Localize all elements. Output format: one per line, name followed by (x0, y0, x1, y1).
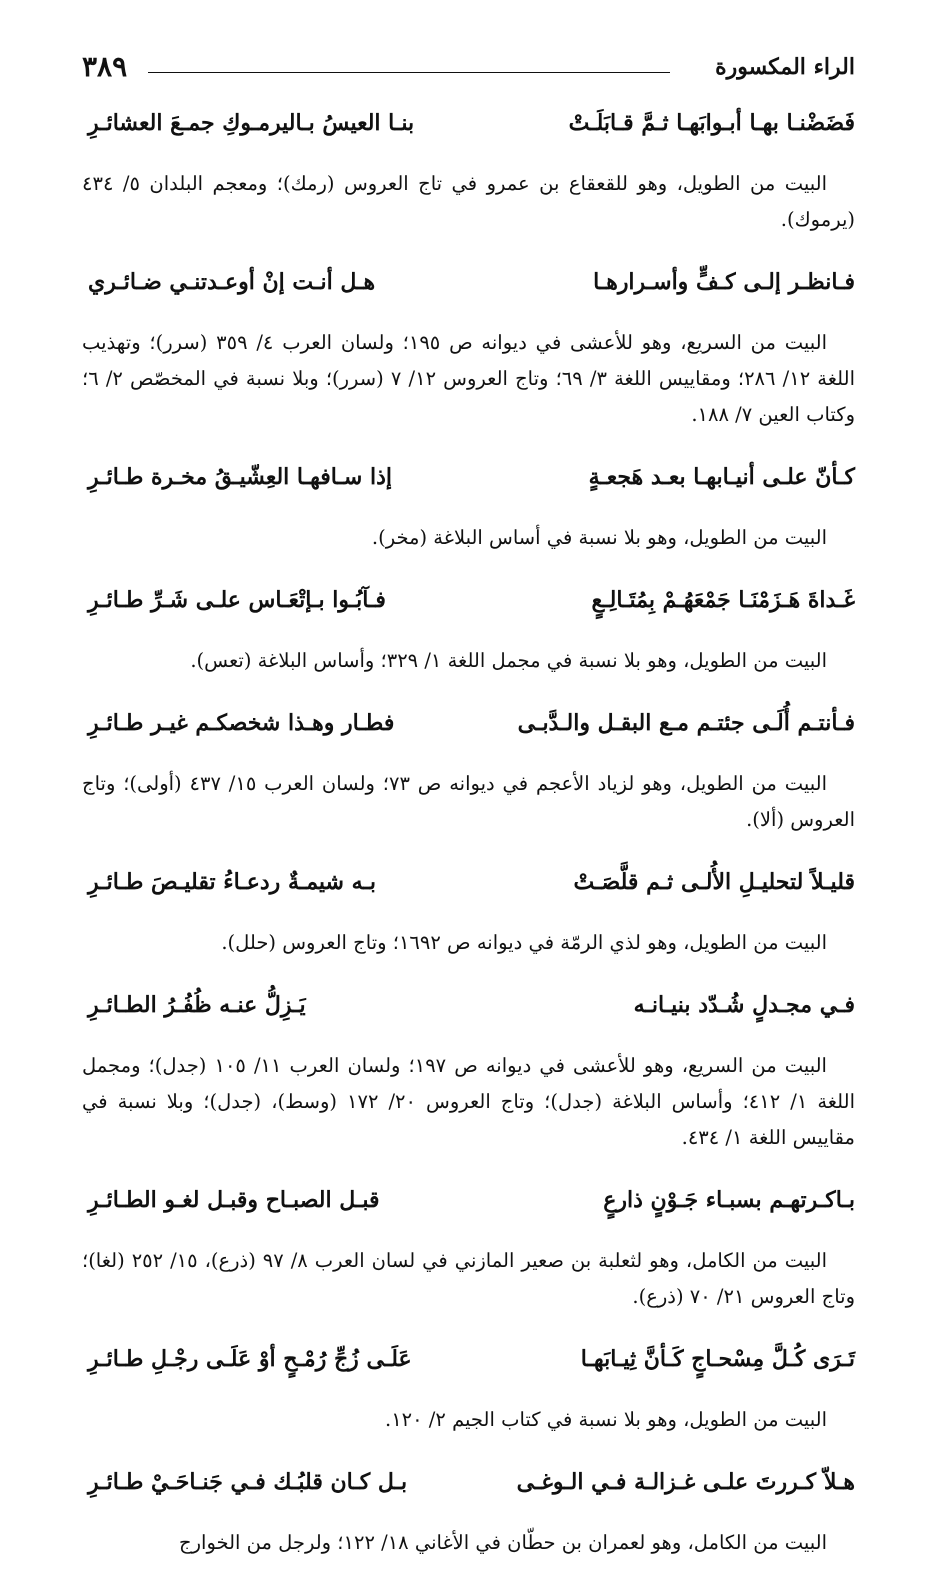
first-hemistich: كـأنّ علـى أنيـابهـا بعـد هَجعـةٍ (588, 464, 855, 490)
citation-note: البيت من السريع، وهو للأعشى في ديوانه ص ١٩٥؛ ولسان العرب ٤/ ٣٥٩ (سرر)؛ وتهذيب اللغة ١٢/ ٢٨٦؛ ومقاييس اللغة ٣/ ٦٩؛ وتاج العروس ١٢/ ٧ (سرر)؛ وبلا نسبة في المخصّص ٢/ ٦؛ وكتاب العين ٧/ ١٨٨. (82, 330, 855, 426)
verse-entry (82, 577, 855, 681)
citation-note: البيت من الكامل، وهو لثعلبة بن صعير المازني في لسان العرب ٨/ ٩٧ (ذرع)، ١٥/ ٢٥٢ (لغا)؛ وتاج العروس ٢١/ ٧٠ (ذرع). (82, 1248, 855, 1308)
second-hemistich: بـل كـان قلبُـك فـي جَنـاحَـيْ طـائـرِ (88, 1469, 408, 1495)
second-hemistich: يَـزِلُّ عنـه ظُفُـرُ الطـائـرِ (88, 992, 306, 1018)
second-hemistich: إذا سـافهـا العِشّيـقُ مخـرة طـائـرِ (88, 464, 392, 490)
citation-note: البيت من الكامل، وهو لعمران بن حطّان في الأغاني ١٨/ ١٢٢؛ ولرجل من الخوارج (179, 1530, 827, 1554)
first-hemistich: فـانظـر إلـى كـفٍّ وأسـرارهـا (593, 269, 855, 295)
verse-line (82, 1177, 855, 1223)
second-hemistich: فطـار وهـذا شخصكـم غيـر طـائـرِ (88, 710, 395, 736)
page-header (82, 50, 855, 90)
running-title: الراء المكسورة (715, 54, 855, 80)
verse-line (82, 577, 855, 623)
page-number: ٣٨٩ (82, 50, 128, 83)
verse-line (82, 259, 855, 305)
verse-line (82, 859, 855, 905)
first-hemistich: بـاكـرتهـم بسبـاء جَـوْنٍ ذارعٍ (603, 1187, 855, 1213)
verse-entry (82, 454, 855, 558)
verse-line (82, 100, 855, 146)
verse-line (82, 454, 855, 500)
citation-note: البيت من الطويل، وهو لزياد الأعجم في ديوانه ص ٧٣؛ ولسان العرب ١٥/ ٤٣٧ (أولى)؛ وتاج العروس (ألا). (82, 771, 855, 831)
verse-entry (82, 1177, 855, 1317)
verse-entry (82, 259, 855, 435)
first-hemistich: قليـلاً لتحليـلِ الأُلـى ثـم قلَّصَـتْ (573, 869, 855, 895)
verse-entry (82, 100, 855, 240)
verse-line (82, 700, 855, 746)
citation-note: البيت من الطويل، وهو بلا نسبة في كتاب الجيم ٢/ ١٢٠. (384, 1407, 827, 1431)
first-hemistich: فَضَضْنـا بهـا أبـوابَهـا ثـمَّ قـابَلَـتْ (568, 110, 855, 136)
verse-entry (82, 700, 855, 840)
verse-line (82, 1336, 855, 1382)
second-hemistich: قبـل الصبـاح وقبـل لغـو الطـائـرِ (88, 1187, 380, 1213)
first-hemistich: فـي مجـدلٍ شُـدّد بنيـانـه (633, 992, 855, 1018)
verse-entry (82, 982, 855, 1158)
verse-entry (82, 1336, 855, 1440)
first-hemistich: فـأنتـم أُلَـى جئتـم مـع البقـل والـدَّبـى (517, 710, 855, 736)
verse-entry (82, 859, 855, 963)
header-rule (148, 72, 670, 73)
citation-note: البيت من الطويل، وهو لذي الرمّة في ديوانه ص ١٦٩٢؛ وتاج العروس (حلل). (221, 930, 827, 954)
citation-note: البيت من السريع، وهو للأعشى في ديوانه ص ١٩٧؛ ولسان العرب ١١/ ١٠٥ (جدل)؛ ومجمل اللغة ١/ ٤١٢؛ وأساس البلاغة (جدل)؛ وتاج العروس ٢٠/ ١٧٢ (وسط)، (جدل)؛ وبلا نسبة في مقاييس اللغة ١/ ٤٣٤. (82, 1053, 855, 1149)
second-hemistich: بنـا العيسُ بـاليرمـوكِ جمـعَ العشائـرِ (88, 110, 415, 136)
citation-note: البيت من الطويل، وهو للقعقاع بن عمرو في تاج العروس (رمك)؛ ومعجم البلدان ٥/ ٤٣٤ (يرموك). (82, 171, 855, 231)
verse-line (82, 1459, 855, 1505)
second-hemistich: بـه شيمـةٌ ردعـاءُ تقليـصَ طـائـرِ (88, 869, 377, 895)
verse-entry (82, 1459, 855, 1563)
first-hemistich: تَـرَى كُـلَّ مِسْحـاجٍ كَـأنَّ ثِيـابَهـا (580, 1346, 855, 1372)
page-body (82, 100, 855, 1582)
second-hemistich: عَلَـى زُجِّ رُمْـحٍ أوْ عَلَـى رجْـلِ طـائـرِ (88, 1346, 412, 1372)
citation-note: البيت من الطويل، وهو بلا نسبة في مجمل اللغة ١/ ٣٢٩؛ وأساس البلاغة (تعس). (190, 648, 827, 672)
first-hemistich: غَـداةَ هَـزَمْنَـا جَمْعَهُـمْ بِمُتَـالِـعٍ (591, 587, 855, 613)
citation-note: البيت من الطويل، وهو بلا نسبة في أساس البلاغة (مخر). (371, 525, 827, 549)
second-hemistich: هـل أنـت إنْ أوعـدتنـي ضـائـري (88, 269, 376, 295)
verse-line (82, 982, 855, 1028)
second-hemistich: فـآبُـوا بـإتْعَـاس علـى شَـرِّ طـائـرِ (88, 587, 386, 613)
first-hemistich: هـلاّ كـررتَ علـى غـزالـة فـي الـوغـى (516, 1469, 855, 1495)
